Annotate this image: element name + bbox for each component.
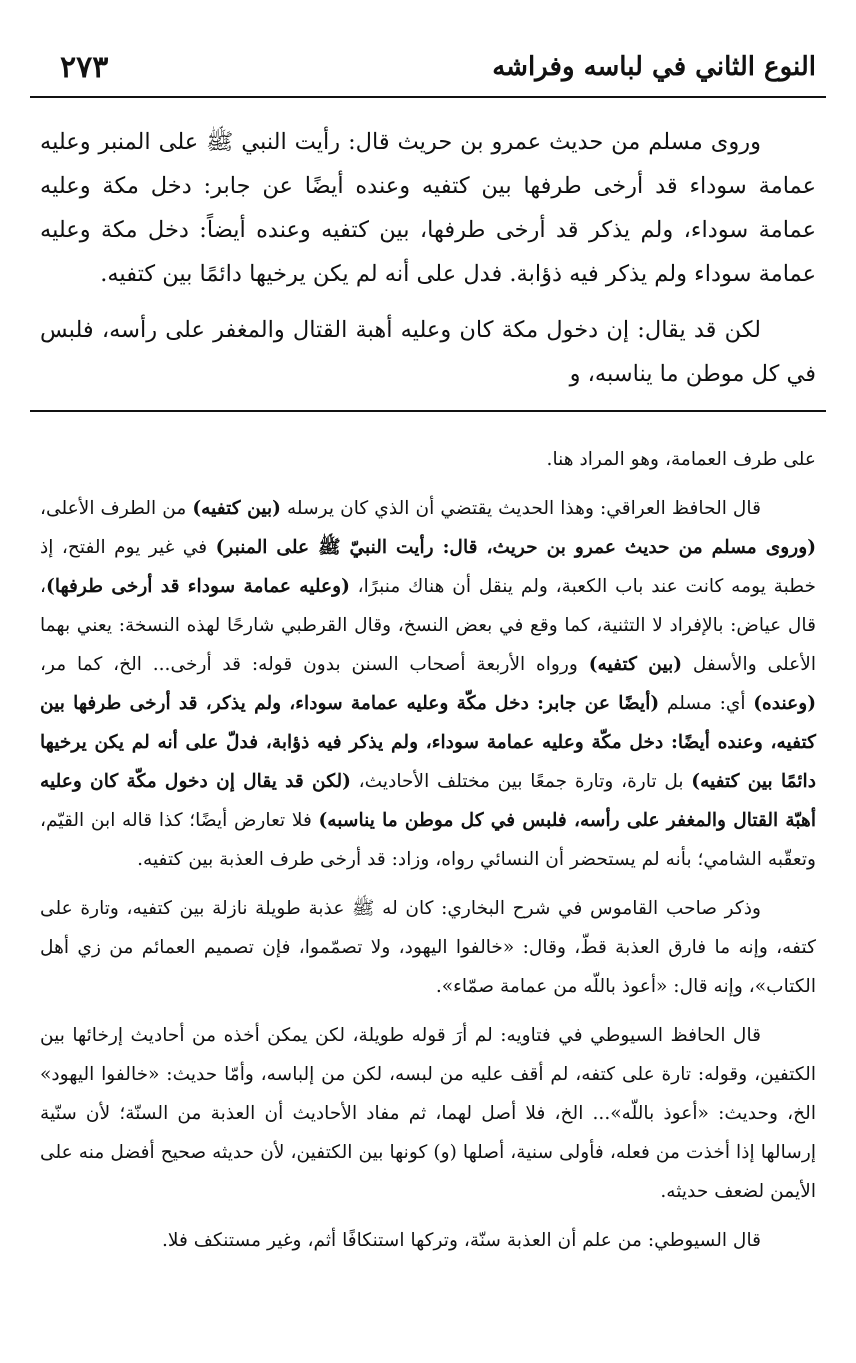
commentary-paragraph: قال الحافظ السيوطي في فتاويه: لم أرَ قوله طويلة، لكن يمكن أخذه من أحاديث إرخائها بين الكتفين، وقوله: تارة على كتفه، لم أقف عليه من لبسه، لكن من إلباسه، وأمّا حديث: «خالفوا اليهود» الخ، وحديث: «أعوذ باللّه»... الخ، فلا أصل لهما، ثم مفاد الأحاديث أن العذبة من السنّة؛ لأن سنّية إرسالها إذا أخذت من فعله، فأولى سنية، أصلها (و) كونها بين الكتفين، لأن حديثه صحيح أفضل منه على الأيمن لضعف حديثه. (40, 1025, 816, 1202)
main-paragraph: لكن قد يقال: إن دخول مكة كان وعليه أهبة القتال والمغفر على رأسه، فلبس في كل موطن ما يناسبه، و (40, 317, 816, 387)
commentary-paragraph (40, 489, 816, 879)
page-header (60, 48, 816, 88)
running-title: النوع الثاني في لباسه وفراشه (492, 52, 816, 82)
footnote-rule (30, 410, 826, 412)
header-rule (30, 96, 826, 98)
commentary-text: في غير يوم الفتح، إذ خطبة يومه كانت عند باب الكعبة، ولم ينقل أن هناك منبرًا، (40, 537, 816, 597)
quoted-text: (بين كتفيه) (588, 654, 683, 675)
commentary-paragraph: قال السيوطي: من علم أن العذبة سنّة، وتركها استنكافًا أثم، وغير مستنكف فلا. (161, 1230, 761, 1251)
main-text (40, 120, 816, 408)
main-paragraph: وروى مسلم من حديث عمرو بن حريث قال: رأيت النبي ﷺ على المنبر وعليه عمامة سوداء قد أرخى طرفها بين كتفيه وعنده أيضًا عن جابر: دخل مكة وعليه عمامة سوداء، ولم يذكر قد أرخى طرفها، بين كتفيه وعنده أيضاً: دخل مكة وعليه عمامة سوداء ولم يذكر فيه ذؤابة. فدل على أنه لم يكن يرخيها دائمًا بين كتفيه. (40, 129, 816, 287)
commentary (40, 440, 816, 1270)
commentary-text: من الطرف الأعلى، (40, 498, 193, 519)
commentary-text: أي: مسلم (659, 693, 754, 714)
quoted-text: (وروى مسلم من حديث عمرو بن حريث، قال: رأيت النبيّ ﷺ على المنبر) (215, 537, 816, 558)
quoted-text: (أيضًا عن جابر: دخل مكّة وعليه عمامة سوداء، ولم يذكر، قد أرخى طرفها بين كتفيه، وعنده أيضًا: دخل مكّة وعليه عمامة سوداء، ولم يذكر فيه ذؤابة، فدلّ على أنه لم يكن يرخيها دائمًا بين كتفيه) (40, 693, 816, 792)
commentary-text: ورواه الأربعة أصحاب السنن بدون قوله: قد أرخى... الخ، كما مر، (40, 654, 589, 675)
quoted-text: (وعليه عمامة سوداء قد أرخى طرفها) (46, 576, 350, 597)
quoted-text: (وعنده) (753, 693, 817, 714)
commentary-text: بل تارة، وتارة جمعًا بين مختلف الأحاديث، (350, 771, 692, 792)
quoted-text: (بين كتفيه) (192, 498, 281, 519)
commentary-paragraph: على طرف العمامة، وهو المراد هنا. (546, 449, 816, 470)
commentary-text: قال الحافظ العراقي: وهذا الحديث يقتضي أن الذي كان يرسله (280, 498, 761, 519)
commentary-paragraph: وذكر صاحب القاموس في شرح البخاري: كان له ﷺ عذبة طويلة نازلة بين كتفيه، وتارة على كتفه، وإنه ما فارق العذبة قطّ، وقال: «خالفوا اليهود، ولا تصمّموا، فإن تصميم العمائم من زي أهل الكتاب»، وإنه قال: «أعوذ باللّه من عمامة صمّاء». (40, 898, 816, 997)
page-number: ٢٧٣ (60, 50, 109, 85)
quoted-text: (لكن قد يقال إن دخول مكّة كان وعليه أهبّة القتال والمغفر على رأسه، فلبس في كل موطن ما يناسبه) (40, 771, 816, 831)
commentary-text: ، قال عياض: بالإفراد لا التثنية، كما وقع في بعض النسخ، وقال القرطبي شارحًا لهذه النسخة: يعني بهما الأعلى والأسفل (40, 576, 816, 675)
commentary-text: فلا تعارض أيضًا؛ كذا قاله ابن القيّم، وتعقّبه الشامي؛ بأنه لم يستحضر أن النسائي رواه، وزاد: قد أرخى طرف العذبة بين كتفيه. (40, 810, 816, 870)
